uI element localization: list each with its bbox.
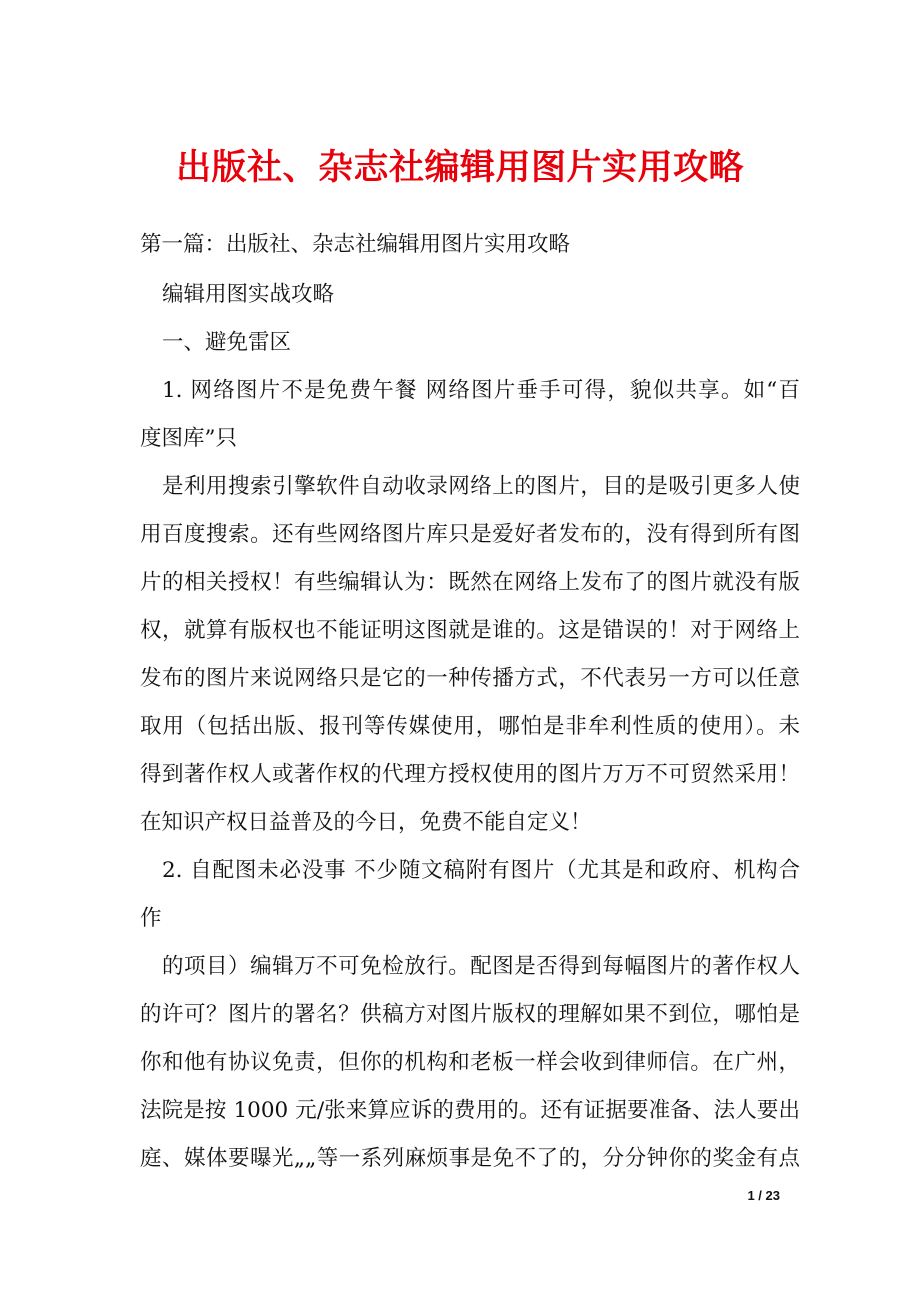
document-title: 出版社、杂志社编辑用图片实用攻略 (175, 147, 744, 188)
paragraph-line: 的项目）编辑万不可免检放行。配图是否得到每幅图片的著作权人 (162, 954, 800, 979)
paragraph-line: 片的相关授权！有些编辑认为：既然在网络上发布了的图片就没有版 (140, 570, 800, 595)
page-number: 1 / 23 (747, 1188, 780, 1203)
paragraph-line: 庭、媒体要曝光„„等一系列麻烦事是免不了的，分分钟你的奖金有点 (140, 1146, 800, 1171)
paragraph-line: 得到著作权人或著作权的代理方授权使用的图片万万不可贸然采用！ (140, 762, 800, 787)
paragraph-line: 取用（包括出版、报刊等传媒使用，哪怕是非牟利性质的使用）。未 (140, 714, 800, 739)
paragraph-line: 度图库”只 (140, 426, 237, 451)
paragraph-line: 你和他有协议免责，但你的机构和老板一样会收到律师信。在广州， (140, 1050, 800, 1075)
paragraph-line: 的许可？图片的署名？供稿方对图片版权的理解如果不到位，哪怕是 (140, 1002, 800, 1027)
paragraph-line: 在知识产权日益普及的今日，免费不能自定义！ (140, 810, 592, 835)
paragraph-line: 1. 网络图片不是免费午餐 网络图片垂手可得，貌似共享。如“百 (162, 378, 800, 403)
paragraph-line: 是利用搜索引擎软件自动收录网络上的图片，目的是吸引更多人使 (162, 474, 800, 499)
paragraph-line: 作 (140, 906, 162, 931)
subheading: 一、避免雷区 (162, 330, 292, 355)
paragraph-line: 权，就算有版权也不能证明这图就是谁的。这是错误的！对于网络上 (140, 618, 800, 643)
paragraph-line: 用百度搜索。还有些网络图片库只是爱好者发布的，没有得到所有图 (140, 522, 800, 547)
section-heading: 第一篇：出版社、杂志社编辑用图片实用攻略 (140, 232, 571, 257)
subheading: 编辑用图实战攻略 (162, 282, 335, 307)
paragraph-line: 发布的图片来说网络只是它的一种传播方式，不代表另一方可以任意 (140, 666, 800, 691)
paragraph-line: 法院是按 1000 元/张来算应诉的费用的。还有证据要准备、法人要出 (140, 1098, 800, 1123)
paragraph-line: 2. 自配图未必没事 不少随文稿附有图片（尤其是和政府、机构合 (162, 858, 800, 883)
